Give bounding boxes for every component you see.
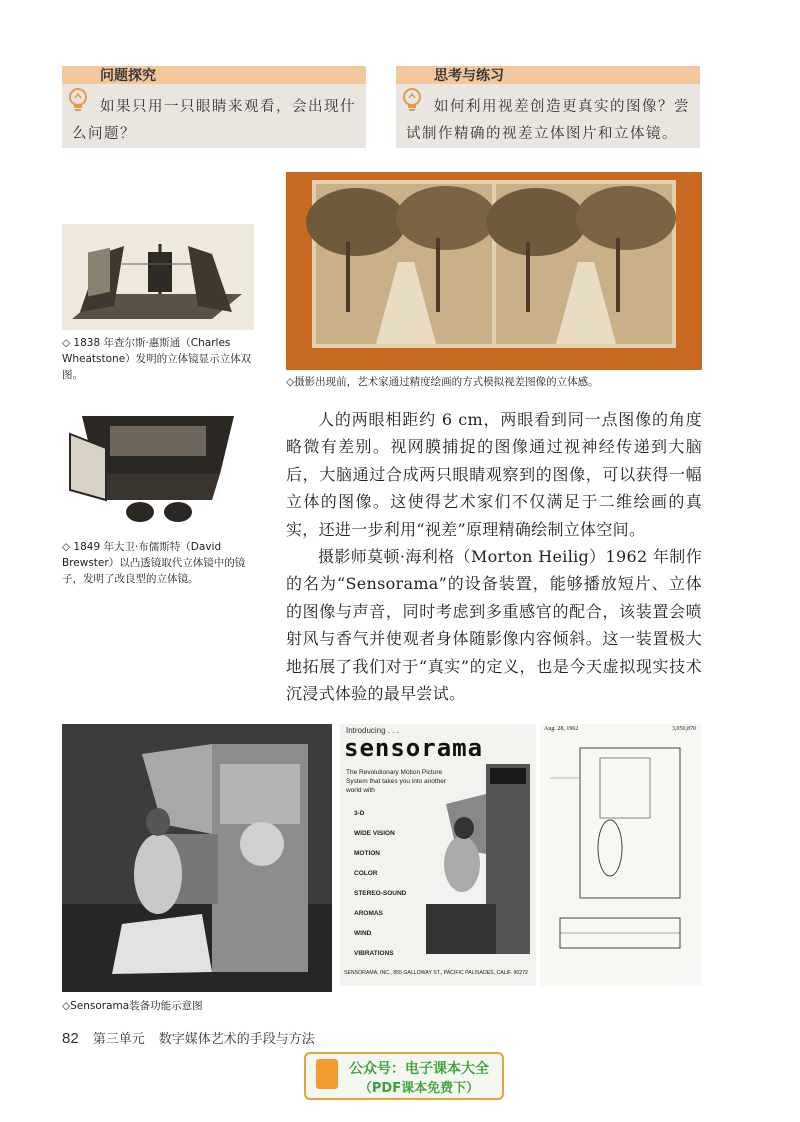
patent-figure (540, 738, 702, 986)
ad-feature: COLOR (354, 870, 378, 877)
ad-intro: Introducing . . . (346, 726, 399, 735)
book-icon (316, 1059, 338, 1089)
ad-tagline: The Revolutionary Motion Picture System that takes you into another world with (346, 769, 447, 794)
promo-line-2: （PDF课本免费下） (358, 1081, 480, 1096)
patent-date: Aug. 28, 1962 (544, 726, 579, 732)
sensorama-advertisement (340, 724, 536, 986)
footer-unit: 第三单元 (92, 1032, 145, 1047)
ad-machine-illustration (416, 744, 534, 964)
page-footer (62, 1028, 315, 1047)
practice-box (396, 66, 700, 148)
brewster-caption: ◇ 1849 年大卫·布儒斯特（David Brewster）以凸透镜取代立体镜中的镜子，发明了改良型的立体镜。 (62, 541, 246, 585)
body-paragraph-2: 摄影师莫顿·海利格（Morton Heilig）1962 年制作的名为“Sensorama”的设备装置，能够播放短片、立体的图像与声音，同时考虑到多重感官的配合，该装置会喷射风与香气并使观者身体随影像内容倾斜。这一装置极大地拓展了我们对于“真实”的定义，也是今天虚拟现实技术沉浸式体验的最早尝试。 (286, 547, 702, 704)
ad-brand: sensorama (344, 734, 484, 762)
patent-number: 3,050,870 (672, 726, 696, 732)
ad-feature: STEREO-SOUND (354, 890, 407, 897)
practice-box-title: 思考与练习 (434, 68, 504, 84)
sensorama-photo (62, 724, 332, 992)
sensorama-caption: ◇Sensorama装备功能示意图 (62, 1000, 203, 1012)
inquiry-box-header (62, 66, 366, 84)
ad-feature: WIDE VISION (354, 830, 395, 837)
inquiry-box-text: 如果只用一只眼睛来观看，会出现什么问题？ (72, 99, 356, 142)
stereo-photo-caption: ◇摄影出现前，艺术家通过精度绘画的方式模拟视差图像的立体感。 (286, 376, 599, 388)
page-number: 82 (62, 1030, 79, 1047)
ad-feature: 3-D (354, 810, 365, 817)
body-text (286, 406, 702, 707)
stereo-photograph-card (286, 172, 702, 370)
footer-chapter: 数字媒体艺术的手段与方法 (158, 1032, 315, 1047)
ad-feature: WIND (354, 930, 372, 937)
inquiry-box-title: 问题探究 (100, 68, 156, 84)
brewster-stereoscope-image (62, 404, 254, 530)
ad-feature-list (354, 804, 406, 964)
body-paragraph-1: 人的两眼相距约 6 cm，两眼看到同一点图像的角度略微有差别。视网膜捕捉的图像通过视神经传递到大脑后，大脑通过合成两只眼睛观察到的图像，可以获得一幅立体的图像。这使得艺术家们不仅满足于二维绘画的真实，还进一步利用“视差”原理精确绘制立体空间。 (286, 410, 702, 539)
ad-address: SENSORAMA, INC., 855 GALLOWAY ST., PACIFIC PALISADES, CALIF. 90272 (344, 970, 528, 976)
ad-feature: AROMAS (354, 910, 383, 917)
wheatstone-stereoscope-image (62, 224, 254, 330)
practice-box-text: 如何利用视差创造更真实的图像？尝试制作精确的视差立体图片和立体镜。 (406, 99, 690, 142)
wheatstone-caption: ◇ 1838 年查尔斯·惠斯通（Charles Wheatstone）发明的立体镜显示立体双图。 (62, 337, 252, 381)
practice-box-header (396, 66, 700, 84)
inquiry-box (62, 66, 366, 148)
promo-badge (304, 1052, 504, 1100)
ad-feature: VIBRATIONS (354, 950, 394, 957)
patent-drawing (540, 724, 702, 986)
ad-feature: MOTION (354, 850, 380, 857)
promo-line-1: 公众号：电子课本大全 (349, 1061, 489, 1077)
